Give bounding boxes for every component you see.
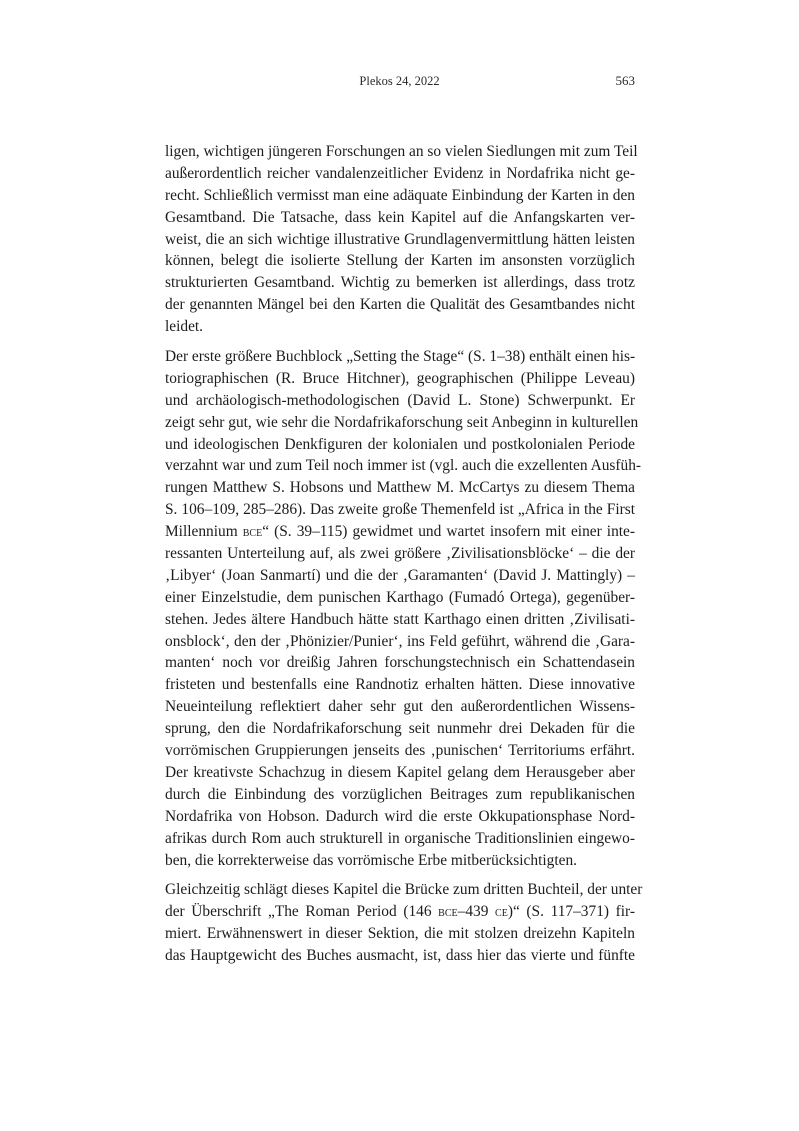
text-line: und ideologischen Denkfiguren der kolonialen und postkolonialen Periode — [165, 435, 635, 453]
text-line: leidet. — [165, 318, 204, 336]
text-line: Gleichzeitig schlägt dieses Kapitel die Brücke zum dritten Buchteil, der unter — [165, 881, 643, 899]
text-line: rungen Matthew S. Hobsons und Matthew M. McCartys zu diesem Thema — [165, 479, 635, 497]
text-line: strukturierten Gesamtband. Wichtig zu bemerken ist allerdings, dass trotz — [165, 274, 635, 292]
text-line: Neueinteilung reflektiert daher sehr gut den außerordentlichen Wissens- — [165, 698, 635, 716]
text-line: fristeten und bestenfalls eine Randnotiz erhalten hätten. Diese innovative — [165, 676, 635, 694]
text-line: ben, die korrekterweise das vorrömische Erbe mitberücksichtigten. — [165, 851, 577, 869]
small-caps-abbrev: bce — [242, 524, 263, 541]
text-line: sprung, den die Nordafrikaforschung seit nunmehr drei Dekaden für die — [165, 720, 635, 738]
text-line: afrikas durch Rom auch strukturell in organische Traditionslinien eingewo- — [165, 829, 635, 847]
text-line: Der erste größere Buchblock „Setting the Stage“ (S. 1–38) enthält einen his- — [165, 348, 636, 366]
paragraph-2 — [165, 346, 642, 871]
text-line: ligen, wichtigen jüngeren Forschungen an so vielen Siedlungen mit zum Teil — [165, 143, 638, 160]
text-line: verzahnt war und zum Teil noch immer ist (vgl. auch die exzellenten Ausfüh- — [165, 457, 642, 475]
text-line: weist, die an sich wichtige illustrative Grundlagenvermittlung hätten leisten — [165, 230, 635, 248]
text-line: toriographischen (R. Bruce Hitchner), geographischen (Philippe Leveau) — [165, 369, 635, 387]
text-line: S. 106–109, 285–286). Das zweite große Themenfeld ist „Africa in the First — [165, 501, 635, 519]
small-caps-abbrev: bce — [438, 904, 458, 921]
text-line: vorrömischen Gruppierungen jenseits des ‚punischen‘ Territoriums erfährt. — [165, 742, 635, 760]
paragraph-1 — [165, 141, 638, 338]
text-line: ressanten Unterteilung auf, als zwei größere ‚Zivilisationsblöcke‘ – die der — [165, 545, 635, 563]
text-line: recht. Schließlich vermisst man eine adäquate Einbindung der Karten in den — [165, 186, 635, 204]
page-header — [0, 74, 799, 94]
text-line: außerordentlich reicher vandalenzeitlicher Evidenz in Nordafrika nicht ge- — [165, 164, 635, 182]
text-line: Millennium bce“ (S. 39–115) gewidmet und wartet insofern mit einer inte- — [165, 523, 635, 541]
text-line: das Hauptgewicht des Buches ausmacht, ist, dass hier das vierte und fünfte — [165, 947, 635, 965]
running-title: Plekos 24, 2022 — [359, 74, 440, 88]
text-line: zeigt sehr gut, wie sehr die Nordafrikaforschung seit Anbeginn in kulturellen — [165, 413, 639, 431]
text-line: Der kreativste Schachzug in diesem Kapitel gelang dem Herausgeber aber — [165, 763, 635, 781]
text-line: Nordafrika von Hobson. Dadurch wird die erste Okkupationsphase Nord- — [165, 807, 635, 825]
text-line: der Überschrift „The Roman Period (146 bce–439 ce)“ (S. 117–371) fir- — [165, 903, 635, 921]
text-line: stehen. Jedes ältere Handbuch hätte statt Karthago einen dritten ‚Zivilisati- — [165, 610, 635, 628]
text-line: und archäologisch-methodologischen (David L. Stone) Schwerpunkt. Er — [165, 391, 635, 409]
text-line: einer Einzelstudie, dem punischen Karthago (Fumadó Ortega), gegenüber- — [165, 588, 635, 606]
text-line: durch die Einbindung des vorzüglichen Beitrages zum republikanischen — [165, 785, 635, 803]
paragraph-3 — [165, 879, 643, 967]
text-line: der genannten Mängel bei den Karten die Qualität des Gesamtbandes nicht — [165, 296, 635, 314]
text-line: können, belegt die isolierte Stellung der Karten im ansonsten vorzüglich — [165, 252, 635, 270]
text-line: ‚Libyer‘ (Joan Sanmartí) und die der ‚Garamanten‘ (David J. Mattingly) – — [165, 566, 635, 584]
page-number: 563 — [615, 73, 635, 88]
text-line: manten‘ noch vor dreißig Jahren forschungstechnisch ein Schattendasein — [165, 654, 635, 672]
body-text — [165, 141, 643, 967]
small-caps-abbrev: ce — [495, 904, 508, 921]
text-line: Gesamtband. Die Tatsache, dass kein Kapitel auf die Anfangskarten ver- — [165, 208, 635, 226]
text-line: miert. Erwähnenswert in dieser Sektion, die mit stolzen dreizehn Kapiteln — [165, 925, 635, 943]
text-line: onsblock‘, den der ‚Phönizier/Punier‘, ins Feld geführt, während die ‚Gara- — [165, 632, 635, 650]
